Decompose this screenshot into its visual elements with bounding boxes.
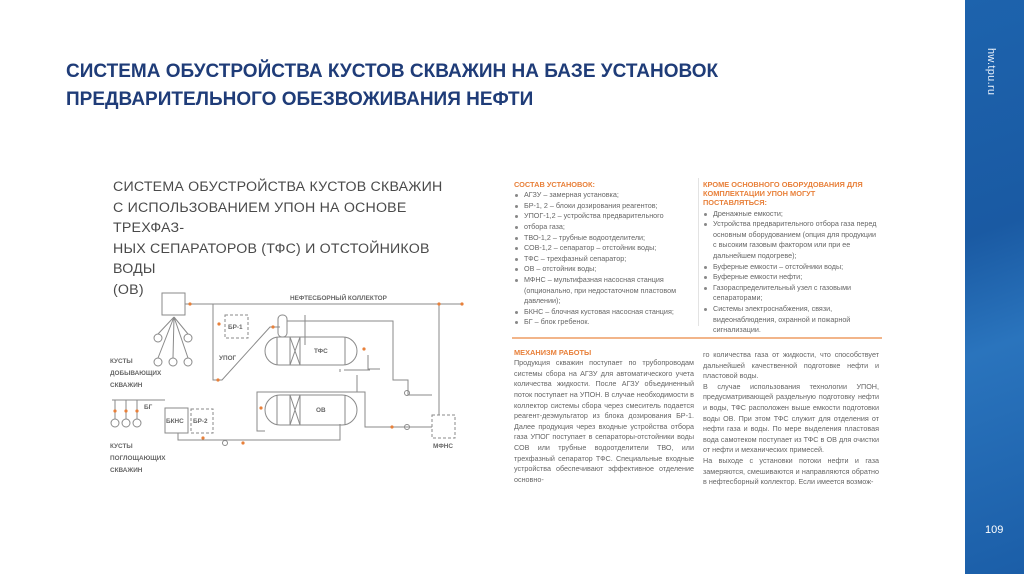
pipes-2 <box>178 304 439 440</box>
list-item: БГ – блок гребенок. <box>514 317 694 328</box>
mfns-box <box>432 415 455 438</box>
injection-label: КУСТЫ <box>110 443 133 450</box>
injection-label: ПОГЛОЩАЮЩИХ <box>110 455 166 462</box>
list-item: УПОГ-1,2 – устройства предварительного <box>514 211 694 222</box>
mechanism-col2 <box>703 350 879 488</box>
pipes <box>158 304 462 358</box>
list-item: Системы электроснабжения, связи, видеонаблюдения, охранной и пожарной сигнализации. <box>703 304 879 336</box>
list-item: МФНС – мультифазная насосная станция (опционально, при недостаточном пластовом давлении); <box>514 275 694 307</box>
list-item: Дренажные емкости; <box>703 209 879 220</box>
tfs-vessel <box>265 337 357 365</box>
collector-label: НЕФТЕСБОРНЫЙ КОЛЛЕКТОР <box>290 295 387 302</box>
producing-label: КУСТЫ <box>110 358 133 365</box>
page-number: 109 <box>985 524 1004 536</box>
br1-label: БР-1 <box>228 324 243 331</box>
injection-label: СКВАЖИН <box>110 467 143 474</box>
ov-vessel <box>265 395 357 425</box>
list-item: отбора газа; <box>514 222 694 233</box>
list-item: АГЗУ – замерная установка; <box>514 190 694 201</box>
bkns-label: БКНС <box>166 418 184 425</box>
title-line: СИСТЕМА ОБУСТРОЙСТВА КУСТОВ СКВАЖИН НА БАЗЕ УСТАНОВОК <box>66 61 719 82</box>
list-item: Газораспределительный узел с газовыми сепараторами; <box>703 283 879 304</box>
mechanism-text: В случае использования технологии УПОН, предусматривающей раздельную подготовку нефти и воды, ТФС расположен выше емкости подготовки воды ОВ. При этом ТФС служит для отделения от нефти газа и воды. По мере выделения пластовая вода самотеком поступает из ТФС в ОВ для очистки от нефти и механических примесей. <box>703 381 879 455</box>
br2-label: БР-2 <box>193 418 208 425</box>
extra-heading: КРОМЕ ОСНОВНОГО ОБОРУДОВАНИЯ ДЛЯ КОМПЛЕКТАЦИИ УПОН МОГУТ ПОСТАВЛЯТЬСЯ: <box>703 180 863 208</box>
site-url: hw.tpu.ru <box>985 48 997 96</box>
list-item: СОВ-1,2 – сепаратор – отстойник воды; <box>514 243 694 254</box>
mechanism-text: го количества газа от жидкости, что способствует дальнейшей качественной подготовке нефти и пластовой воды. <box>703 350 879 381</box>
producing-label: СКВАЖИН <box>110 382 143 389</box>
upog-dome <box>278 315 287 337</box>
title-line: ПРЕДВАРИТЕЛЬНОГО ОБЕЗВОЖИВАНИЯ НЕФТИ <box>66 89 534 110</box>
list-item: ОВ – отстойник воды; <box>514 264 694 275</box>
list-item: Устройства предварительного отбора газа перед основным оборудованием (опция для продукции с высоким газовым фактором или при ее дальнейшем подогреве); <box>703 219 879 261</box>
heading-line: С ИСПОЛЬЗОВАНИЕМ УПОН НА ОСНОВЕ ТРЕХФАЗ- <box>113 199 407 236</box>
list-item: Буферные емкости нефти; <box>703 272 879 283</box>
heading-line: (ОВ) <box>113 281 144 298</box>
mfns-label: МФНС <box>433 443 454 450</box>
tfs-label: ТФС <box>314 348 328 355</box>
heading-line: СИСТЕМА ОБУСТРОЙСТВА КУСТОВ СКВАЖИН <box>113 179 443 195</box>
bg-label: БГ <box>144 404 153 411</box>
mechanism-col1 <box>514 348 694 485</box>
list-item: БКНС – блочная кустовая насосная станция; <box>514 307 694 318</box>
composition-heading: СОСТАВ УСТАНОВОК: <box>514 180 595 189</box>
mechanism-text: Продукция скважин поступает по трубопроводам системы сбора на АГЗУ для автоматического учета количества жидкости. После АГЗУ объединенный поток поступает на УПОН. В случае необходимости в коллектор системы сбора через смеситель подается реагент-деэмульгатор из блока дозирования БР-1. Далее продукция через входные устройства отбора газа УПОГ поступает в сепараторы-отстойники воды СОВ или трубные водоотделители ТВО, или трехфазный сепаратор ТФС. Специальные входные устройства обеспечивают эффективное отделение основно- <box>514 358 694 484</box>
section-divider <box>512 337 882 339</box>
upog-label: УПОГ <box>219 355 237 362</box>
extra-equipment-section <box>703 180 879 336</box>
list-item: Буферные емкости – отстойники воды; <box>703 262 879 273</box>
column-divider <box>698 178 699 326</box>
heading-line: НЫХ СЕПАРАТОРОВ (ТФС) И ОТСТОЙНИКОВ ВОДЫ <box>113 240 430 277</box>
mechanism-heading: МЕХАНИЗМ РАБОТЫ <box>514 348 592 357</box>
list-item: ТВО-1,2 – трубные водоотделители; <box>514 233 694 244</box>
agzu-box <box>162 293 185 315</box>
producing-label: ДОБЫВАЮЩИХ <box>110 370 162 377</box>
list-item: БР-1, 2 – блоки дозирования реагентов; <box>514 201 694 212</box>
list-item: ТФС – трехфазный сепаратор; <box>514 254 694 265</box>
ov-label: ОВ <box>316 407 326 414</box>
mechanism-text: На выходе с установки потоки нефти и газа замеряются, смешиваются и направляются обратно в нефтесборный коллектор. Если имеется возмож- <box>703 455 879 487</box>
composition-section <box>514 180 694 328</box>
